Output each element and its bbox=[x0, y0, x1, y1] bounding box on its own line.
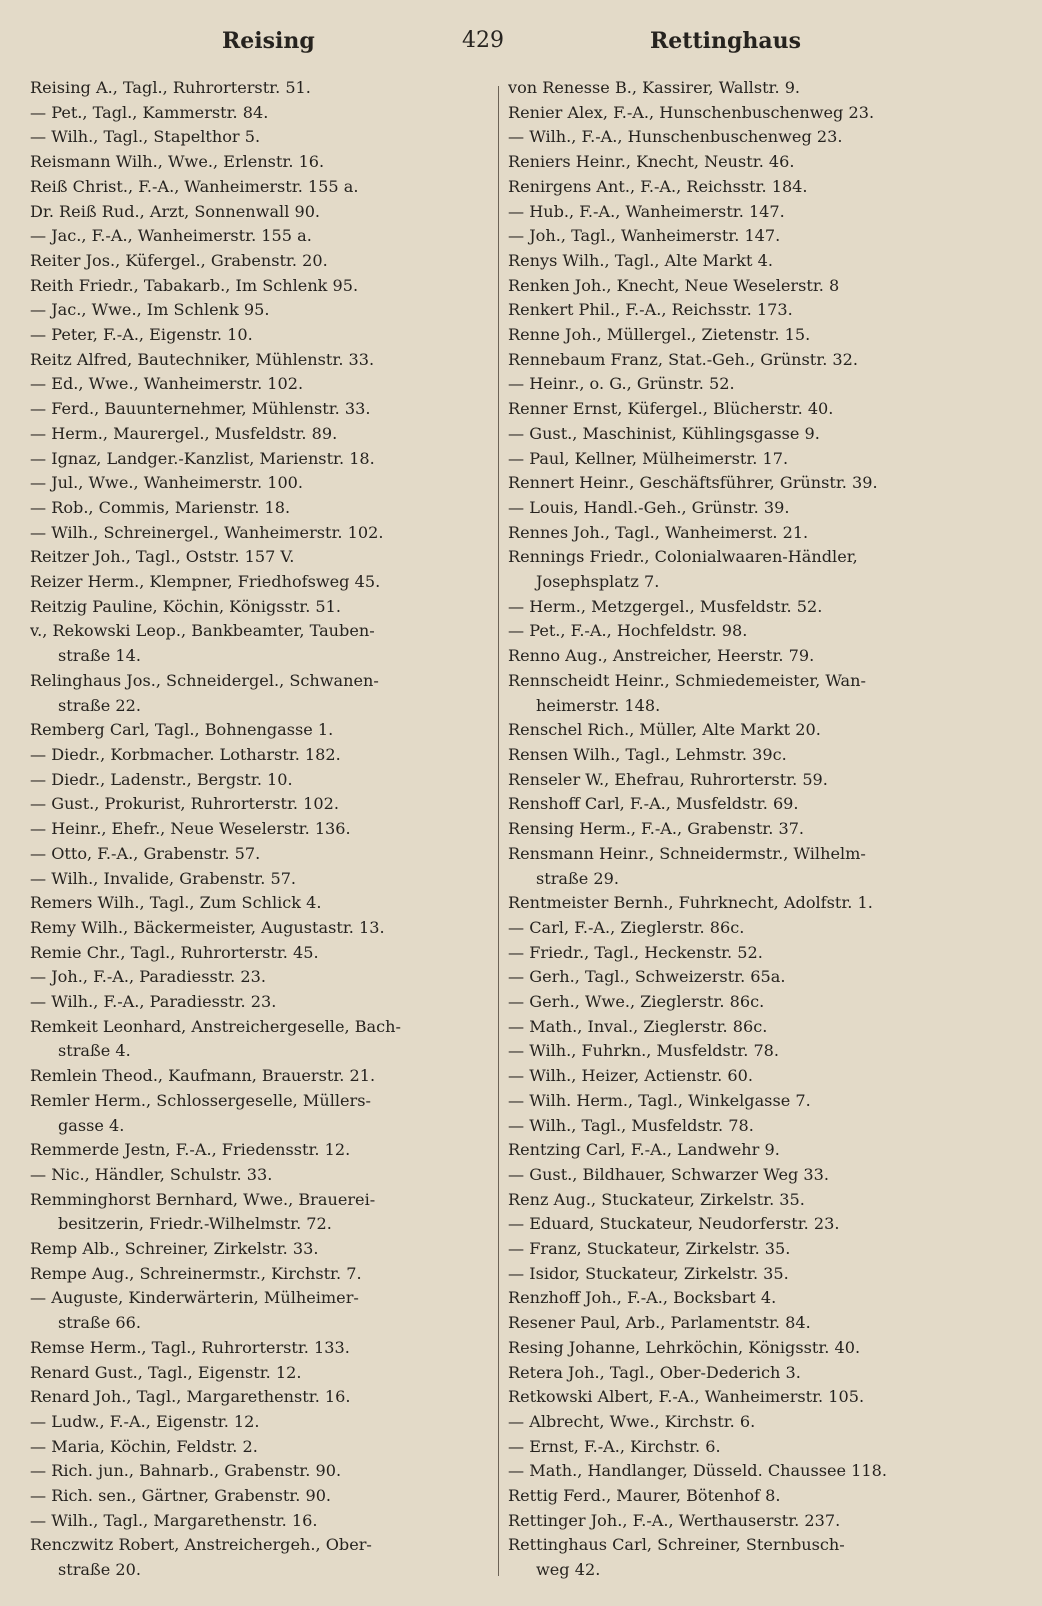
entry-text: — Joh., F.-A., Paradiesstr. 23. bbox=[30, 967, 266, 987]
entry-text: — Carl, F.-A., Zieglerstr. 86c. bbox=[508, 917, 745, 937]
directory-entry bbox=[508, 175, 982, 200]
directory-entry bbox=[508, 150, 982, 175]
directory-entry bbox=[508, 768, 982, 793]
directory-entry bbox=[508, 842, 982, 891]
entry-text: — Wilh., Heizer, Actienstr. 60. bbox=[508, 1066, 753, 1086]
entry-text: — Friedr., Tagl., Heckenstr. 52. bbox=[508, 942, 763, 962]
directory-entry bbox=[30, 323, 482, 348]
directory-entry bbox=[30, 1089, 482, 1138]
entry-text: — Wilh., Tagl., Stapelthor 5. bbox=[30, 127, 261, 147]
entry-text: — Louis, Handl.-Geh., Grünstr. 39. bbox=[508, 497, 790, 517]
entry-text: Reitzig Pauline, Köchin, Königsstr. 51. bbox=[30, 596, 342, 616]
entry-text: Rennes Joh., Tagl., Wanheimerst. 21. bbox=[508, 522, 809, 542]
directory-entry bbox=[508, 1039, 982, 1064]
entry-text: — Gust., Prokurist, Ruhrorterstr. 102. bbox=[30, 794, 339, 814]
directory-entry bbox=[508, 595, 982, 620]
directory-entry bbox=[30, 990, 482, 1015]
entry-text: — Nic., Händler, Schulstr. 33. bbox=[30, 1164, 273, 1184]
directory-entry bbox=[30, 125, 482, 150]
directory-entry bbox=[508, 1533, 982, 1582]
directory-entry bbox=[508, 941, 982, 966]
entry-text: v., Rekowski Leop., Bankbeamter, Tauben- bbox=[30, 621, 375, 641]
directory-entry bbox=[508, 1262, 982, 1287]
directory-entry bbox=[30, 372, 482, 397]
directory-entry bbox=[508, 669, 982, 718]
directory-entry bbox=[508, 76, 982, 101]
entry-text: Reiter Jos., Küfergel., Grabenstr. 20. bbox=[30, 250, 328, 270]
entry-text: — Pet., F.-A., Hochfeldstr. 98. bbox=[508, 621, 748, 641]
directory-entry bbox=[30, 1163, 482, 1188]
directory-entry bbox=[508, 817, 982, 842]
entry-text: Resing Johanne, Lehrköchin, Königsstr. 40. bbox=[508, 1337, 861, 1357]
entry-text: Remkeit Leonhard, Anstreichergeselle, Bach- bbox=[30, 1016, 401, 1036]
entry-text: Resener Paul, Arb., Parlamentstr. 84. bbox=[508, 1313, 811, 1333]
directory-entry bbox=[30, 941, 482, 966]
entry-text: Rensing Herm., F.-A., Grabenstr. 37. bbox=[508, 819, 805, 839]
directory-entry bbox=[30, 1385, 482, 1410]
entry-text: Renys Wilh., Tagl., Alte Markt 4. bbox=[508, 250, 773, 270]
entry-text: Remberg Carl, Tagl., Bohnengasse 1. bbox=[30, 720, 334, 740]
directory-entry bbox=[508, 1311, 982, 1336]
directory-entry bbox=[30, 867, 482, 892]
entry-text: Relinghaus Jos., Schneidergel., Schwanen- bbox=[30, 670, 379, 690]
directory-entry bbox=[30, 743, 482, 768]
entry-continuation: straße 66. bbox=[58, 1313, 141, 1333]
entry-text: Renshoff Carl, F.-A., Musfeldstr. 69. bbox=[508, 794, 799, 814]
directory-entry bbox=[30, 718, 482, 743]
header-first-name: Reising bbox=[222, 28, 315, 54]
entry-text: — Herm., Metzgergel., Musfeldstr. 52. bbox=[508, 596, 823, 616]
directory-entry bbox=[30, 842, 482, 867]
directory-entry bbox=[30, 1064, 482, 1089]
entry-text: Rettinghaus Carl, Schreiner, Sternbusch- bbox=[508, 1535, 845, 1555]
entry-text: — Peter, F.-A., Eigenstr. 10. bbox=[30, 325, 253, 345]
directory-entry bbox=[30, 150, 482, 175]
directory-entry bbox=[30, 1361, 482, 1386]
directory-entry bbox=[30, 1336, 482, 1361]
entry-text: Reitz Alfred, Bautechniker, Mühlenstr. 33. bbox=[30, 349, 375, 369]
entry-text: Retkowski Albert, F.-A., Wanheimerstr. 105. bbox=[508, 1387, 865, 1407]
directory-entry bbox=[30, 1435, 482, 1460]
entry-continuation: weg 42. bbox=[536, 1560, 601, 1580]
directory-entry bbox=[508, 1163, 982, 1188]
entry-text: — Wilh., Tagl., Margarethenstr. 16. bbox=[30, 1510, 318, 1530]
entry-text: Retera Joh., Tagl., Ober-Dederich 3. bbox=[508, 1362, 801, 1382]
entry-text: Remmerde Jestn, F.-A., Friedensstr. 12. bbox=[30, 1140, 351, 1160]
directory-entry bbox=[508, 1410, 982, 1435]
entry-text: Remie Chr., Tagl., Ruhrorterstr. 45. bbox=[30, 942, 319, 962]
entry-text: Remy Wilh., Bäckermeister, Augustastr. 13. bbox=[30, 917, 385, 937]
entry-continuation: straße 4. bbox=[58, 1041, 131, 1061]
entry-text: — Gerh., Wwe., Zieglerstr. 86c. bbox=[508, 992, 765, 1012]
entry-text: — Joh., Tagl., Wanheimerstr. 147. bbox=[508, 226, 781, 246]
header-last-name: Rettinghaus bbox=[650, 28, 801, 54]
entry-text: Remminghorst Bernhard, Wwe., Brauerei- bbox=[30, 1189, 376, 1209]
directory-entry bbox=[30, 298, 482, 323]
directory-entry bbox=[508, 1138, 982, 1163]
entry-text: Reising A., Tagl., Ruhrorterstr. 51. bbox=[30, 78, 311, 97]
entry-text: Renno Aug., Anstreicher, Heerstr. 79. bbox=[508, 646, 815, 666]
entry-continuation: heimerstr. 148. bbox=[536, 695, 661, 715]
directory-entry bbox=[30, 1138, 482, 1163]
directory-entry bbox=[30, 891, 482, 916]
directory-entry bbox=[508, 298, 982, 323]
entry-text: — Rich. jun., Bahnarb., Grabenstr. 90. bbox=[30, 1461, 342, 1481]
directory-entry bbox=[508, 1286, 982, 1311]
entry-text: Rettinger Joh., F.-A., Werthauserstr. 237. bbox=[508, 1510, 841, 1530]
directory-entry bbox=[508, 422, 982, 447]
directory-entry bbox=[30, 1533, 482, 1582]
entry-text: Renz Aug., Stuckateur, Zirkelstr. 35. bbox=[508, 1189, 805, 1209]
directory-entry bbox=[508, 916, 982, 941]
left-column bbox=[30, 76, 482, 1583]
directory-entry bbox=[30, 1237, 482, 1262]
directory-entry bbox=[508, 101, 982, 126]
directory-entry bbox=[508, 1015, 982, 1040]
entry-text: — Wilh., F.-A., Paradiesstr. 23. bbox=[30, 992, 277, 1012]
entry-text: Renne Joh., Müllergel., Zietenstr. 15. bbox=[508, 325, 811, 345]
directory-entry bbox=[508, 619, 982, 644]
directory-entry bbox=[508, 1114, 982, 1139]
entry-text: Reith Friedr., Tabakarb., Im Schlenk 95. bbox=[30, 275, 359, 295]
entry-text: Renard Gust., Tagl., Eigenstr. 12. bbox=[30, 1362, 302, 1382]
directory-entry bbox=[508, 990, 982, 1015]
entry-text: Rempe Aug., Schreinermstr., Kirchstr. 7. bbox=[30, 1263, 362, 1283]
entry-text: — Ernst, F.-A., Kirchstr. 6. bbox=[508, 1436, 721, 1456]
entry-text: Renner Ernst, Küfergel., Blücherstr. 40. bbox=[508, 399, 834, 419]
directory-entry bbox=[30, 274, 482, 299]
directory-entry bbox=[30, 545, 482, 570]
entry-text: — Gust., Maschinist, Kühlingsgasse 9. bbox=[508, 423, 820, 443]
directory-entry bbox=[30, 1015, 482, 1064]
directory-entry bbox=[508, 1361, 982, 1386]
entry-text: Remlein Theod., Kaufmann, Brauerstr. 21. bbox=[30, 1066, 376, 1086]
entry-text: — Heinr., o. G., Grünstr. 52. bbox=[508, 374, 735, 394]
entry-text: Rentzing Carl, F.-A., Landwehr 9. bbox=[508, 1140, 780, 1160]
entry-text: — Maria, Köchin, Feldstr. 2. bbox=[30, 1436, 258, 1456]
entry-text: — Math., Handlanger, Düsseld. Chaussee 118. bbox=[508, 1461, 887, 1481]
directory-entry bbox=[30, 1484, 482, 1509]
directory-entry bbox=[30, 397, 482, 422]
directory-entry bbox=[30, 768, 482, 793]
entry-continuation: straße 14. bbox=[58, 646, 141, 666]
directory-entry bbox=[30, 1459, 482, 1484]
directory-entry bbox=[30, 1509, 482, 1534]
directory-entry bbox=[30, 348, 482, 373]
entry-continuation: straße 29. bbox=[536, 868, 619, 888]
entry-text: — Jac., F.-A., Wanheimerstr. 155 a. bbox=[30, 226, 312, 246]
entry-text: — Wilh., Tagl., Musfeldstr. 78. bbox=[508, 1115, 754, 1135]
entry-text: — Wilh., Schreinergel., Wanheimerstr. 102. bbox=[30, 522, 384, 542]
entry-text: Renard Joh., Tagl., Margarethenstr. 16. bbox=[30, 1387, 351, 1407]
directory-entry bbox=[30, 447, 482, 472]
entry-text: — Wilh., Invalide, Grabenstr. 57. bbox=[30, 868, 297, 888]
page-number: 429 bbox=[462, 28, 504, 53]
page-header bbox=[0, 28, 1042, 68]
entry-text: — Diedr., Ladenstr., Bergstr. 10. bbox=[30, 769, 293, 789]
entry-text: Renschel Rich., Müller, Alte Markt 20. bbox=[508, 720, 821, 740]
entry-text: Reizer Herm., Klempner, Friedhofsweg 45. bbox=[30, 572, 381, 592]
entry-text: — Eduard, Stuckateur, Neudorferstr. 23. bbox=[508, 1214, 840, 1234]
directory-entry bbox=[30, 521, 482, 546]
entry-text: — Rob., Commis, Marienstr. 18. bbox=[30, 497, 291, 517]
directory-entry bbox=[30, 792, 482, 817]
directory-entry bbox=[508, 1212, 982, 1237]
directory-entry bbox=[508, 1089, 982, 1114]
entry-continuation: straße 22. bbox=[58, 695, 141, 715]
directory-entry bbox=[508, 372, 982, 397]
entry-text: Rennert Heinr., Geschäftsführer, Grünstr. 39. bbox=[508, 473, 878, 493]
entry-text: — Pet., Tagl., Kammerstr. 84. bbox=[30, 102, 269, 122]
directory-entry bbox=[508, 1336, 982, 1361]
directory-entry bbox=[508, 496, 982, 521]
entry-text: — Gust., Bildhauer, Schwarzer Weg 33. bbox=[508, 1164, 829, 1184]
entry-text: — Albrecht, Wwe., Kirchstr. 6. bbox=[508, 1411, 756, 1431]
directory-entry bbox=[508, 1385, 982, 1410]
entry-text: Renczwitz Robert, Anstreichergeh., Ober- bbox=[30, 1535, 372, 1555]
entry-text: — Ed., Wwe., Wanheimerstr. 102. bbox=[30, 374, 304, 394]
entry-text: Renirgens Ant., F.-A., Reichsstr. 184. bbox=[508, 176, 808, 196]
entry-text: Rennings Friedr., Colonialwaaren-Händler, bbox=[508, 547, 858, 567]
directory-entry bbox=[30, 817, 482, 842]
directory-entry bbox=[30, 916, 482, 941]
directory-entry bbox=[30, 1262, 482, 1287]
entry-text: Renken Joh., Knecht, Neue Weselerstr. 8 bbox=[508, 275, 840, 295]
directory-entry bbox=[30, 1410, 482, 1435]
directory-entry bbox=[508, 965, 982, 990]
directory-entry bbox=[508, 397, 982, 422]
entry-text: — Herm., Maurergel., Musfeldstr. 89. bbox=[30, 423, 338, 443]
directory-entry bbox=[508, 1459, 982, 1484]
directory-entry bbox=[508, 545, 982, 594]
directory-entry bbox=[30, 101, 482, 126]
entry-text: Remp Alb., Schreiner, Zirkelstr. 33. bbox=[30, 1239, 319, 1259]
entry-text: von Renesse B., Kassirer, Wallstr. 9. bbox=[508, 78, 801, 97]
entry-text: — Jul., Wwe., Wanheimerstr. 100. bbox=[30, 473, 304, 493]
entry-text: Rentmeister Bernh., Fuhrknecht, Adolfstr. 1. bbox=[508, 893, 873, 913]
directory-entry bbox=[508, 743, 982, 768]
entry-text: Reiß Christ., F.-A., Wanheimerstr. 155 a. bbox=[30, 176, 359, 196]
entry-text: Renkert Phil., F.-A., Reichsstr. 173. bbox=[508, 300, 793, 320]
entry-text: — Wilh., Fuhrkn., Musfeldstr. 78. bbox=[508, 1041, 780, 1061]
directory-entry bbox=[508, 125, 982, 150]
directory-entry bbox=[508, 792, 982, 817]
column-divider bbox=[498, 86, 499, 1576]
entry-text: — Ignaz, Landger.-Kanzlist, Marienstr. 18. bbox=[30, 448, 375, 468]
entry-text: Reismann Wilh., Wwe., Erlenstr. 16. bbox=[30, 152, 325, 172]
directory-entry bbox=[508, 1188, 982, 1213]
directory-entry bbox=[30, 249, 482, 274]
entry-text: — Paul, Kellner, Mülheimerstr. 17. bbox=[508, 448, 789, 468]
entry-text: Rennebaum Franz, Stat.-Geh., Grünstr. 32. bbox=[508, 349, 859, 369]
directory-entry bbox=[508, 1064, 982, 1089]
entry-text: — Ludw., F.-A., Eigenstr. 12. bbox=[30, 1411, 260, 1431]
entry-text: — Wilh., F.-A., Hunschenbuschenweg 23. bbox=[508, 127, 843, 147]
entry-continuation: Josephsplatz 7. bbox=[536, 572, 660, 592]
directory-entry bbox=[508, 718, 982, 743]
directory-entry bbox=[508, 274, 982, 299]
directory-entry bbox=[30, 175, 482, 200]
entry-text: — Ferd., Bauunternehmer, Mühlenstr. 33. bbox=[30, 399, 371, 419]
entry-text: Rennscheidt Heinr., Schmiedemeister, Wan- bbox=[508, 670, 866, 690]
entry-text: Rensmann Heinr., Schneidermstr., Wilhelm- bbox=[508, 843, 866, 863]
directory-entry bbox=[30, 965, 482, 990]
entry-text: — Hub., F.-A., Wanheimerstr. 147. bbox=[508, 201, 785, 221]
directory-entry bbox=[508, 521, 982, 546]
directory-entry bbox=[30, 619, 482, 668]
directory-entry bbox=[508, 1484, 982, 1509]
entry-text: — Heinr., Ehefr., Neue Weselerstr. 136. bbox=[30, 819, 351, 839]
directory-entry bbox=[508, 224, 982, 249]
entry-text: Renier Alex, F.-A., Hunschenbuschenweg 23. bbox=[508, 102, 875, 122]
entry-text: Renseler W., Ehefrau, Ruhrorterstr. 59. bbox=[508, 769, 828, 789]
directory-entry bbox=[30, 471, 482, 496]
entry-continuation: straße 20. bbox=[58, 1560, 141, 1580]
entry-text: Rensen Wilh., Tagl., Lehmstr. 39c. bbox=[508, 744, 787, 764]
directory-entry bbox=[508, 644, 982, 669]
entry-text: Reniers Heinr., Knecht, Neustr. 46. bbox=[508, 152, 795, 172]
directory-entry bbox=[30, 200, 482, 225]
directory-entry bbox=[508, 1237, 982, 1262]
directory-entry bbox=[30, 422, 482, 447]
directory-entry bbox=[30, 224, 482, 249]
entry-text: — Wilh. Herm., Tagl., Winkelgasse 7. bbox=[508, 1090, 811, 1110]
directory-entry bbox=[508, 471, 982, 496]
entry-text: Remers Wilh., Tagl., Zum Schlick 4. bbox=[30, 893, 322, 913]
directory-entry bbox=[30, 76, 482, 101]
directory-entry bbox=[508, 891, 982, 916]
entry-text: — Otto, F.-A., Grabenstr. 57. bbox=[30, 843, 261, 863]
entry-text: Remse Herm., Tagl., Ruhrorterstr. 133. bbox=[30, 1337, 350, 1357]
entry-continuation: besitzerin, Friedr.-Wilhelmstr. 72. bbox=[58, 1214, 332, 1234]
directory-entry bbox=[508, 249, 982, 274]
directory-entry bbox=[30, 669, 482, 718]
entry-text: Rettig Ferd., Maurer, Bötenhof 8. bbox=[508, 1486, 781, 1506]
directory-entry bbox=[30, 570, 482, 595]
directory-entry bbox=[508, 348, 982, 373]
entry-text: Remler Herm., Schlossergeselle, Müllers- bbox=[30, 1090, 371, 1110]
entry-text: — Auguste, Kinderwärterin, Mülheimer- bbox=[30, 1288, 359, 1308]
entry-text: — Isidor, Stuckateur, Zirkelstr. 35. bbox=[508, 1263, 789, 1283]
entry-text: — Diedr., Korbmacher. Lotharstr. 182. bbox=[30, 744, 341, 764]
entry-text: — Jac., Wwe., Im Schlenk 95. bbox=[30, 300, 270, 320]
entry-text: — Math., Inval., Zieglerstr. 86c. bbox=[508, 1016, 768, 1036]
directory-entry bbox=[30, 595, 482, 620]
directory-entry bbox=[508, 323, 982, 348]
entry-text: — Gerh., Tagl., Schweizerstr. 65a. bbox=[508, 967, 786, 987]
entry-text: — Rich. sen., Gärtner, Grabenstr. 90. bbox=[30, 1486, 332, 1506]
directory-entry bbox=[508, 1435, 982, 1460]
directory-entry bbox=[508, 1509, 982, 1534]
directory-entry bbox=[30, 496, 482, 521]
right-column bbox=[508, 76, 982, 1583]
entry-continuation: gasse 4. bbox=[58, 1115, 125, 1135]
entry-text: — Franz, Stuckateur, Zirkelstr. 35. bbox=[508, 1239, 791, 1259]
entry-text: Dr. Reiß Rud., Arzt, Sonnenwall 90. bbox=[30, 201, 321, 221]
directory-entry bbox=[508, 200, 982, 225]
directory-entry bbox=[508, 447, 982, 472]
entry-text: Reitzer Joh., Tagl., Oststr. 157 V. bbox=[30, 547, 295, 567]
directory-entry bbox=[30, 1286, 482, 1335]
directory-entry bbox=[30, 1188, 482, 1237]
entry-text: Renzhoff Joh., F.-A., Bocksbart 4. bbox=[508, 1288, 777, 1308]
